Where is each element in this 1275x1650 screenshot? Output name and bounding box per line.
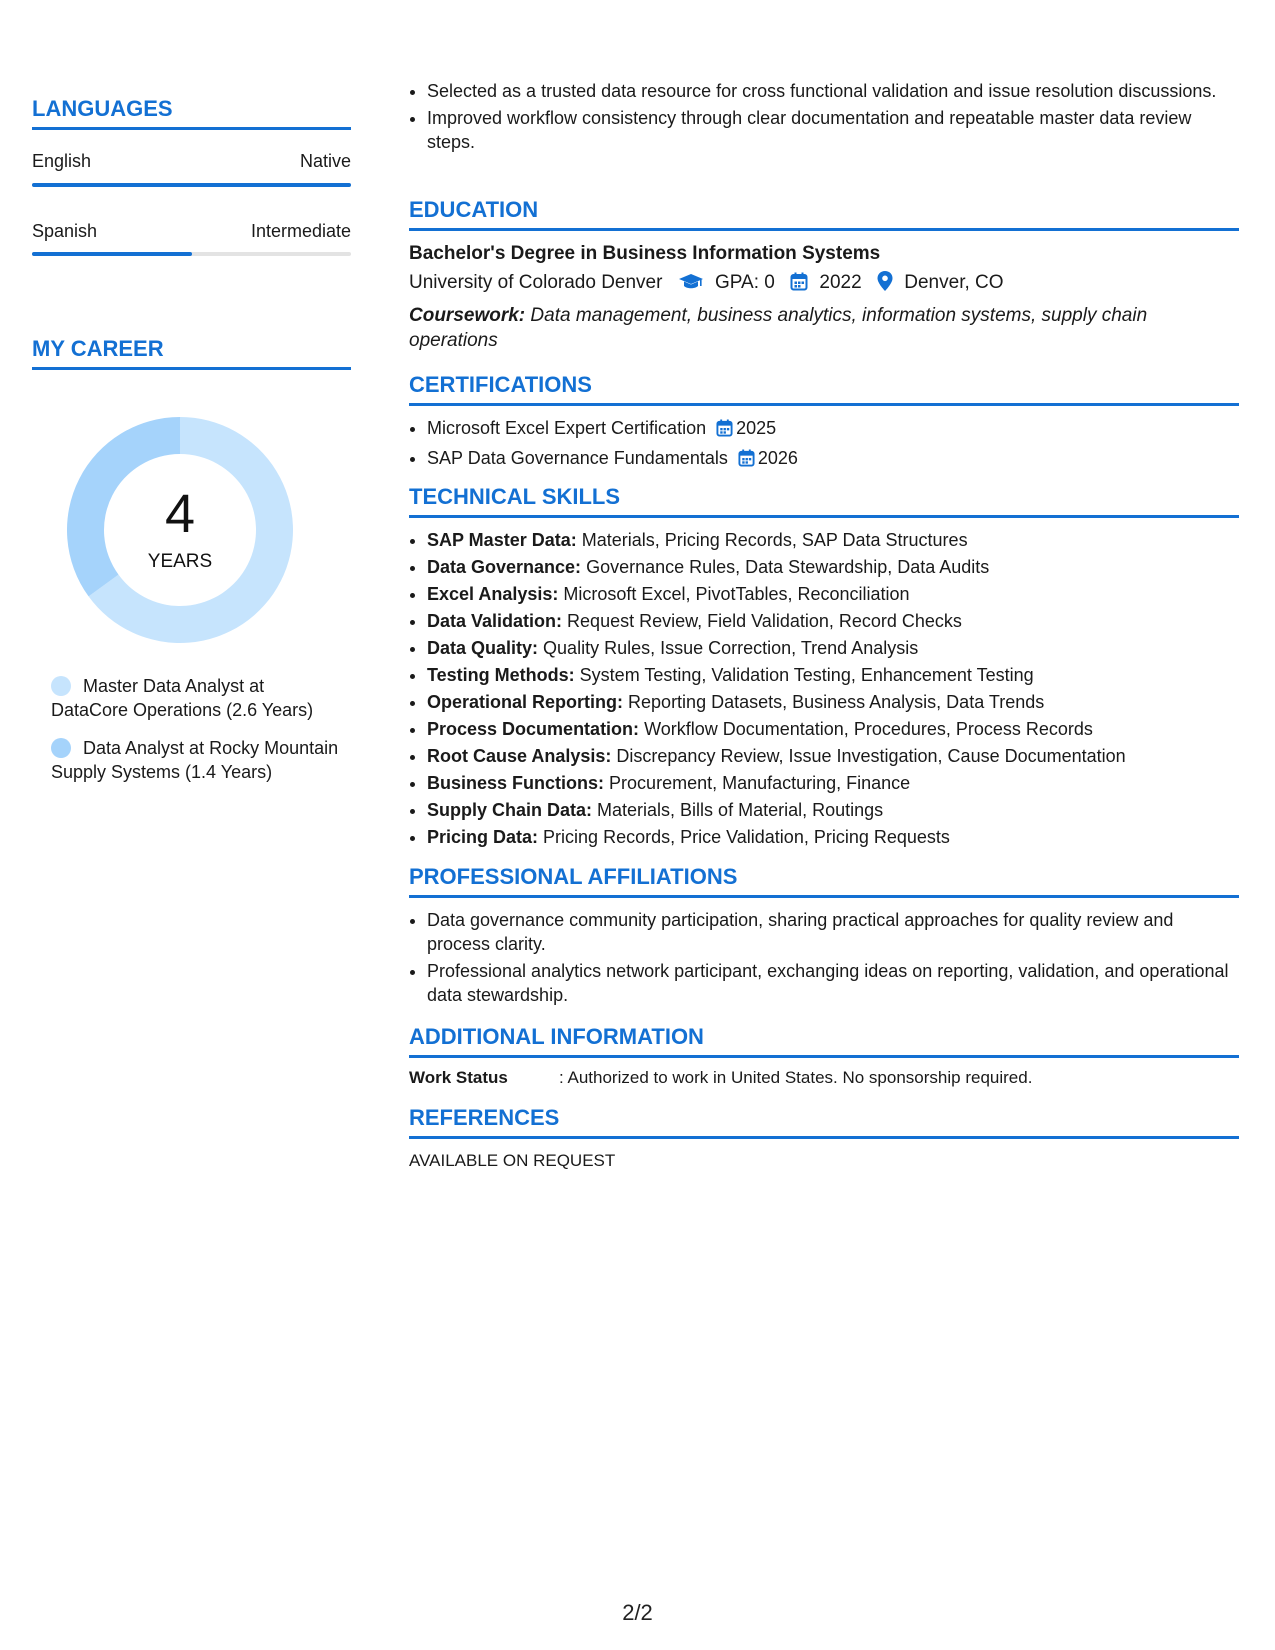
language-bar-english [32,183,351,187]
page-number: 2/2 [622,1600,653,1625]
language-level: Intermediate [250,221,351,241]
skill-category: Data Validation: [427,611,563,631]
list-item [427,636,1239,660]
skill-category: Pricing Data: [427,827,539,847]
career-heading: MY CAREER [32,336,351,370]
skill-category: Business Functions: [427,773,605,793]
legend-dot [51,676,71,696]
list-item [427,744,1239,768]
list-item [427,446,1239,473]
list-item: • Professional analytics network participant, exchanging ideas on reporting, validation, and operational data stewardship. [427,959,1239,1007]
skill-values: Microsoft Excel, PivotTables, Reconciliation [563,584,910,604]
list-item: • Data governance community participation, sharing practical approaches for quality review and process clarity. [427,908,1239,956]
language-level: Native [299,151,351,171]
skills-section [409,484,1239,852]
graduation-cap-icon [678,273,704,297]
legend-dot [51,738,71,758]
skill-values: Procurement, Manufacturing, Finance [609,773,911,793]
calendar-icon [738,449,755,473]
graduation-year: 2022 [819,272,862,293]
references-section [409,1105,1239,1171]
affiliations-section [409,864,1239,1010]
certifications-section [409,372,1239,476]
education-section [409,197,1239,353]
school-name: University of Colorado Denver [409,272,663,293]
school-location: Denver, CO [904,272,1004,293]
coursework-label: Coursework: [409,305,526,326]
education-heading: EDUCATION [409,197,1239,231]
list-item [427,528,1239,552]
skill-values: Discrepancy Review, Issue Investigation, Cause Documentation [616,746,1126,766]
additional-info-section [409,1024,1239,1088]
certification-name: SAP Data Governance Fundamentals [427,448,728,468]
skill-category: Excel Analysis: [427,584,559,604]
skill-values: Materials, Pricing Records, SAP Data Structures [581,530,968,550]
experience-bullets [409,79,1239,157]
skill-values: Pricing Records, Price Validation, Pricing Requests [543,827,950,847]
legend-label: Master Data Analyst at DataCore Operations (2.6 Years) [51,676,314,720]
list-item [427,771,1239,795]
skill-category: Process Documentation: [427,719,640,739]
languages-heading: LANGUAGES [32,96,351,130]
list-item [427,798,1239,822]
calendar-icon [790,272,808,297]
skill-values: Materials, Bills of Material, Routings [597,800,884,820]
coursework [409,303,1239,353]
list-item [427,609,1239,633]
references-heading: REFERENCES [409,1105,1239,1139]
education-meta [409,271,1239,297]
skill-values: Governance Rules, Data Stewardship, Data Audits [586,557,990,577]
career-legend-item [51,674,341,722]
skill-category: SAP Master Data: [427,530,577,550]
work-status-value: : Authorized to work in United States. No sponsorship required. [559,1068,1033,1087]
list-item [427,717,1239,741]
list-item: • Selected as a trusted data resource for cross functional validation and issue resolution discussions. [427,79,1239,103]
language-name: English [32,151,92,171]
career-years-unit: YEARS [147,551,213,572]
skill-values: Reporting Datasets, Business Analysis, Data Trends [628,692,1045,712]
language-bar-fill [32,183,351,187]
gpa: GPA: 0 [715,272,775,293]
legend-label: Data Analyst at Rocky Mountain Supply Systems (1.4 Years) [51,738,339,782]
skill-values: Workflow Documentation, Procedures, Process Records [644,719,1093,739]
work-status-label: Work Status [409,1068,508,1087]
references-text: AVAILABLE ON REQUEST [409,1151,616,1170]
degree-title: Bachelor's Degree in Business Information Systems [409,243,881,264]
work-status-row [409,1068,1239,1088]
additional-info-heading: ADDITIONAL INFORMATION [409,1024,1239,1058]
coursework-text: Data management, business analytics, information systems, supply chain operations [409,305,1148,351]
list-item [427,555,1239,579]
skill-category: Root Cause Analysis: [427,746,612,766]
skill-category: Operational Reporting: [427,692,624,712]
skill-values: System Testing, Validation Testing, Enhancement Testing [579,665,1034,685]
list-item [427,582,1239,606]
list-item [427,663,1239,687]
skill-values: Request Review, Field Validation, Record Checks [567,611,962,631]
skill-values: Quality Rules, Issue Correction, Trend Analysis [543,638,919,658]
certification-name: Microsoft Excel Expert Certification [427,418,707,438]
map-pin-icon [877,271,893,297]
skill-category: Supply Chain Data: [427,800,593,820]
skill-category: Data Governance: [427,557,582,577]
certifications-heading: CERTIFICATIONS [409,372,1239,406]
language-bar-fill [32,252,192,256]
list-item [427,416,1239,443]
list-item: • Improved workflow consistency through clear documentation and repeatable master data review steps. [427,106,1239,154]
certification-year: 2026 [757,448,798,468]
skill-category: Testing Methods: [427,665,575,685]
list-item [427,825,1239,849]
language-name: Spanish [32,221,98,241]
skill-category: Data Quality: [427,638,539,658]
calendar-icon [716,419,733,443]
list-item [427,690,1239,714]
certification-year: 2025 [736,418,777,438]
language-bar-spanish [32,252,351,256]
skills-heading: TECHNICAL SKILLS [409,484,1239,518]
affiliations-heading: PROFESSIONAL AFFILIATIONS [409,864,1239,898]
career-total-years: 4 [164,484,196,544]
career-legend-item [51,736,341,784]
